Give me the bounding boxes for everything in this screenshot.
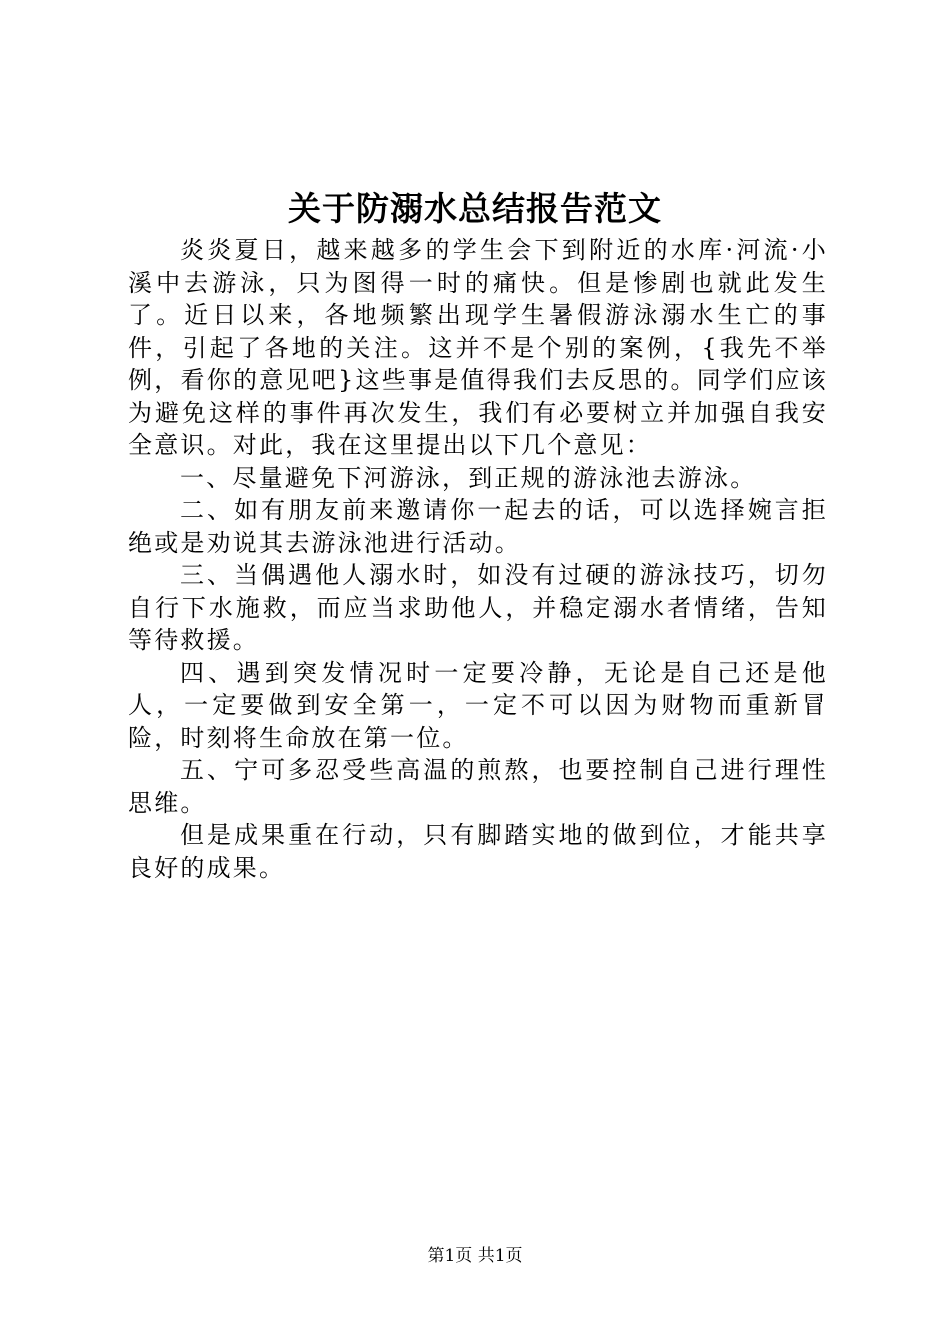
paragraph-point-3: 三、当偶遇他人溺水时，如没有过硬的游泳技巧，切勿自行下水施救，而应当求助他人，并稳定溺水者情绪，告知等待救援。	[128, 561, 828, 654]
paragraph-point-1: 一、尽量避免下河游泳，到正规的游泳池去游泳。	[180, 463, 757, 492]
paragraph-intro: 炎炎夏日，越来越多的学生会下到附近的水库·河流·小溪中去游泳，只为图得一时的痛快。但是惨剧也就此发生了。近日以来，各地频繁出现学生暑假游泳溺水生亡的事件，引起了各地的关注。这并不是个别的案例，{我先不举例，看你的意见吧}这些事是值得我们去反思的。同学们应该为避免这样的事件再次发生，我们有必要树立并加强自我安全意识。对此，我在这里提出以下几个意见：	[128, 236, 828, 459]
page-footer: 第1页 共1页	[427, 1246, 523, 1266]
document-body	[128, 234, 828, 884]
paragraph-point-5: 五、宁可多忍受些高温的煎熬，也要控制自己进行理性思维。	[128, 756, 828, 817]
paragraph-point-4: 四、遇到突发情况时一定要冷静，无论是自己还是他人，一定要做到安全第一，一定不可以因为财物而重新冒险，时刻将生命放在第一位。	[128, 658, 828, 752]
paragraph-conclusion: 但是成果重在行动，只有脚踏实地的做到位，才能共享良好的成果。	[128, 821, 828, 882]
document-title: 关于防溺水总结报告范文	[288, 189, 662, 228]
paragraph-point-2: 二、如有朋友前来邀请你一起去的话，可以选择婉言拒绝或是劝说其去游泳池进行活动。	[128, 496, 828, 557]
